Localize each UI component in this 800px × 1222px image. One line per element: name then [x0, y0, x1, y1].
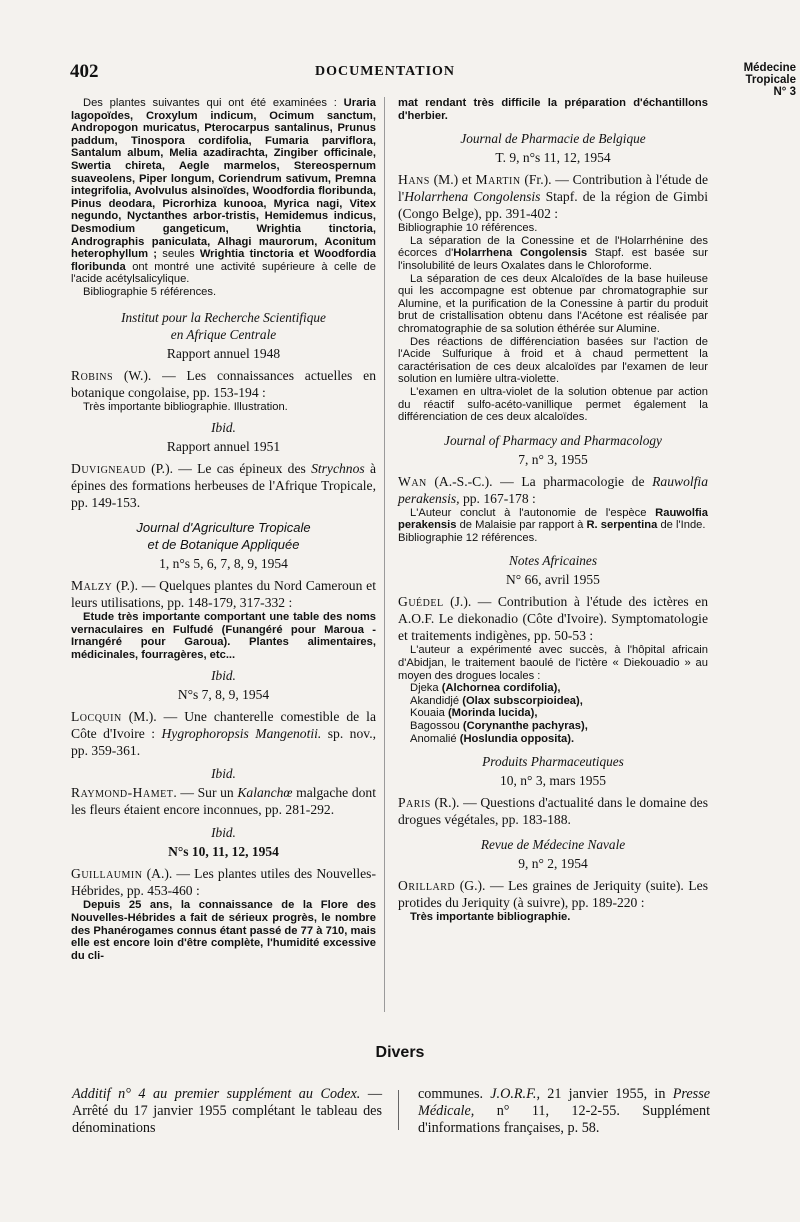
- drug-local: Djeka: [410, 682, 439, 695]
- citation-note: Très importante bibliographie.: [410, 911, 571, 924]
- continued-text: mat rendant très difficile la préparation d'échantillons d'herbier.: [398, 97, 708, 122]
- plant-list: Uraria lagopoïdes, Croxylum indicum, Ocimum sanctum, Andropogon muricatus, Pterocarpus santalinus, Prunus paddum, Tinospora cordifolia, Fumaria parviflora, Santalum album, Melia azadirachta, Zingiber officinale, Swertia chireta, Aegle marmelos, Stereospernum suaveolens, Piper longum, Coriendrum sativum, Premna integrifolia, Avolvulus alsinoïdes, Woodfordia floribunda, Pinus deodara, Picrorhiza kunooa, Myrica nagi, Vitex negundo, Nyctanthes arbor-tristis, Hemidemus indicus, Desmodium gangeticum, Wrightia tinctoria, Andrographis paniculata, Alhagi maurorum, Aconitum heterophyllum ;: [71, 97, 376, 261]
- drug-latin: (Corynanthe pachyras),: [462, 720, 588, 733]
- left-column: [71, 97, 376, 962]
- drug-latin: (Morinda lucida),: [447, 707, 538, 720]
- right-column: [398, 97, 708, 924]
- citation-note: Depuis 25 ans, la connaissance de la Flore des Nouvelles-Hébrides a fait de sérieux progrès, le nombre des Phanérogames connus étant passé de 77 à 710, mais elle est encore loin d'être complète, l'humidité excessive du cli-: [71, 899, 376, 962]
- note-text: de l'Inde.: [660, 519, 706, 532]
- running-title: DOCUMENTATION: [315, 64, 456, 79]
- citation: [398, 794, 708, 828]
- drug-latin: (Hoslundia opposita).: [459, 732, 575, 745]
- drug-list: [398, 682, 708, 745]
- note-text: L'Auteur conclut à l'autonomie de l'espèce: [410, 506, 647, 519]
- journal-title-line: en Afrique Centrale: [170, 326, 277, 342]
- citation-text: sp. nov., pp. 359-361.: [71, 726, 376, 759]
- note-bold: Holarrhena Congolensis: [453, 247, 588, 260]
- citation-italic: Holarrhena Congolensis: [404, 189, 541, 205]
- journal-issue: Rapport annuel 1951: [166, 439, 281, 455]
- drug-item: [410, 720, 708, 733]
- citation-author: Duvigneaud: [71, 461, 146, 477]
- divers-text: 21 janvier 1955, in: [547, 1086, 666, 1102]
- journal-issue: 1, n°s 5, 6, 7, 8, 9, 1954: [159, 556, 288, 572]
- journal-tag-line2: Tropicale: [745, 74, 796, 86]
- drug-local: Kouaia: [410, 707, 445, 720]
- citation-text: Stapf. de la région de Gimbi (Congo Belge), pp. 391-402 :: [398, 189, 708, 222]
- citation-author: Orillard: [398, 878, 456, 894]
- citation-author: Guédel: [398, 594, 444, 610]
- note-bold: R. serpentina: [586, 519, 658, 532]
- citation-note: L'auteur a expérimenté avec succès, à l'hôpital africain d'Abidjan, le traitement baoulé de l'ictère « Diekouadio » au moyen des drogues locales :: [398, 644, 708, 682]
- divers-text: — Arrêté du 17 janvier 1955 complétant le tableau des dénominations: [72, 1086, 383, 1136]
- ibid: Ibid.: [211, 420, 236, 436]
- citation-note: [398, 507, 708, 532]
- citation: [71, 708, 376, 759]
- journal-title: Journal of Pharmacy and Pharmacology: [444, 432, 662, 448]
- citation-note: [398, 235, 708, 273]
- citation-author-2: Martin: [475, 172, 521, 188]
- citation-text: (W.). — Les connaissances actuelles en botanique congolaise, pp. 153-194 :: [71, 367, 376, 400]
- divers-italic: J.O.R.F.,: [490, 1086, 541, 1102]
- citation: [71, 367, 376, 401]
- journal-title-line: Institut pour la Recherche Scientifique: [121, 309, 326, 325]
- journal-title: Revue de Médecine Navale: [480, 837, 626, 853]
- citation-note: Etude très importante comportant une table des noms vernaculaires en Fulfudé (Funangéré pour Maroua - Irnangéré pour Garoua). Plantes alimentaires, médicinales, fourragères, etc...: [71, 611, 376, 661]
- bottom-divider: [398, 1090, 399, 1130]
- citation-text: pp. 167-178 :: [462, 490, 536, 506]
- journal-issue: N°s 10, 11, 12, 1954: [168, 844, 279, 860]
- drug-item: [410, 707, 708, 720]
- citation-text: . — Sur un: [173, 785, 234, 801]
- note-text: La séparation de la Conessine et de l'Holarrhénine des écorces d': [398, 234, 708, 260]
- divers-text: n° 11, 12-2-55. Supplément d'informations françaises, p. 58.: [418, 1103, 711, 1136]
- citation: [71, 577, 376, 611]
- intro-biblio: Bibliographie 5 références.: [83, 285, 217, 298]
- citation-text: (G.). — Les graines de Jeriquity (suite). Les protides du Jeriquity (à suivre), pp. 189-220 :: [398, 878, 708, 911]
- citation-author: Robins: [71, 367, 114, 383]
- page-number: 402: [70, 61, 99, 82]
- citation: [398, 877, 708, 911]
- citation-note: L'examen en ultra-violet de la solution obtenue par action du réactif sulfo-acéto-vanillique permet également la différenciation de ces deux alcaloïdes.: [398, 385, 708, 424]
- note-text: Stapf. est basée sur l'insolubilité de leurs Oxalates dans le Chloroforme.: [398, 247, 708, 272]
- citation-italic: Hygrophoropsis Mangenotii.: [161, 726, 322, 742]
- citation-italic: Kalanchœ: [237, 785, 293, 801]
- citation-italic: Rauwolfia perakensis,: [398, 473, 708, 506]
- drug-local: Anomalié: [410, 732, 457, 745]
- citation-author: Paris: [398, 795, 431, 811]
- citation-text: (P.). — Le cas épineux des: [151, 461, 306, 477]
- divers-italic: Additif n° 4 au premier supplément au Codex.: [72, 1086, 361, 1102]
- divers-right-text: [418, 1086, 710, 1137]
- divers-text: communes.: [418, 1086, 484, 1102]
- plant-list-2: Wrightia tinctoria et Woodfordia floribunda: [71, 248, 377, 273]
- citation-text: (R.). — Questions d'actualité dans le domaine des drogues végétales, pp. 183-188.: [398, 795, 708, 828]
- journal-tag: [744, 62, 796, 98]
- citation-author: Locquin: [71, 709, 122, 725]
- drug-local: Bagossou: [410, 720, 460, 733]
- journal-issue: 9, n° 2, 1954: [518, 856, 588, 872]
- citation-author: Raymond-Hamet: [71, 785, 174, 801]
- citation-author: Guillaumin: [71, 866, 143, 882]
- citation-note: Très importante bibliographie. Illustration.: [83, 400, 288, 413]
- citation: [71, 784, 376, 818]
- journal-title: [71, 309, 376, 343]
- ibid: Ibid.: [211, 668, 236, 684]
- intro-text: Des plantes suivantes qui ont été examinées :: [83, 97, 337, 109]
- citation: [398, 473, 708, 507]
- journal-title-line: et de Botanique Appliquée: [147, 537, 300, 553]
- divers-italic: Presse Médicale,: [418, 1086, 711, 1119]
- journal-title: Produits Pharmaceutiques: [482, 754, 624, 770]
- intro-paragraph: [71, 97, 376, 286]
- citation-text: (A.-S.-C.). — La pharmacologie de: [434, 473, 645, 489]
- ibid: Ibid.: [211, 766, 236, 782]
- citation-note: La séparation de ces deux Alcaloïdes de la base huileuse qui les accompagne est obtenue par chromatographie sur Alumine, et la purification de la Conessine à partir du produit brut de cristallisation obtenu dans l'Acétone est réalisée par chromatographie de sa solution éthérée sur Alumine.: [398, 272, 708, 335]
- journal-title-line: Journal d'Agriculture Tropicale: [136, 520, 311, 536]
- page-header: [70, 58, 800, 98]
- citation-text: (A.). — Les plantes utiles des Nouvelles-Hébrides, pp. 453-460 :: [71, 866, 376, 899]
- drug-item: [410, 695, 708, 708]
- journal-title: Notes Africaines: [508, 553, 598, 569]
- citation-note: Des réactions de différenciation basées sur l'action de l'Acide Sulfurique à froid et à chaud permettent la caractérisation de ces deux alcaloïdes par l'examen de leur solution en lumière ultra-violette.: [398, 335, 708, 386]
- column-divider: [384, 97, 385, 1012]
- note-bold: Rauwolfia perakensis: [398, 506, 709, 532]
- journal-issue: N°s 7, 8, 9, 1954: [177, 687, 270, 703]
- citation-author: Wan: [398, 473, 427, 489]
- citation-text: (M.) et: [433, 172, 472, 188]
- journal-title: [71, 519, 376, 553]
- intro-text-3: ont montré une activité supérieure à celle de l'acide acétylsalicylique.: [71, 260, 377, 286]
- drug-latin: (Alchornea cordifolia),: [441, 682, 561, 695]
- citation-text: (J.). — Contribution à l'étude des ictères en A.O.F. Le diekonadio (Côte d'Ivoire). Symptomatologie et traitements indigènes, pp. 50-53 :: [398, 594, 708, 644]
- journal-issue: 10, n° 3, mars 1955: [500, 773, 606, 789]
- note-text: de Malaisie par rapport à: [459, 519, 584, 532]
- citation: [398, 171, 708, 222]
- citation: [71, 460, 376, 511]
- ibid: Ibid.: [211, 825, 236, 841]
- divers-left-text: [72, 1086, 382, 1137]
- citation: [71, 865, 376, 899]
- citation: [398, 593, 708, 644]
- journal-issue: Rapport annuel 1948: [166, 345, 281, 361]
- journal-issue: N° 66, avril 1955: [506, 572, 600, 588]
- citation-biblio: Bibliographie 12 références.: [398, 531, 538, 544]
- citation-author: Malzy: [71, 578, 113, 594]
- journal-tag-line1: Médecine: [743, 62, 796, 74]
- journal-issue: T. 9, n°s 11, 12, 1954: [495, 150, 611, 166]
- journal-title: Journal de Pharmacie de Belgique: [460, 131, 646, 147]
- journal-issue: 7, n° 3, 1955: [518, 451, 588, 467]
- citation-text: (Fr.). — Contribution à l'étude de l': [398, 172, 708, 205]
- citation-text: (P.). — Quelques plantes du Nord Cameroun et leurs utilisations, pp. 148-179, 317-332 :: [71, 578, 376, 611]
- citation-text: (M.). — Une chanterelle comestible de la Côte d'Ivoire :: [71, 709, 376, 742]
- drug-item: [410, 733, 708, 746]
- citation-biblio: Bibliographie 10 références.: [398, 222, 538, 235]
- citation-italic: Strychnos: [311, 461, 365, 477]
- citation-text: malgache dont les fleurs étaient encore inconnues, pp. 281-292.: [71, 785, 377, 818]
- citation-text: à épines des formations herbeuses de l'Afrique Tropicale, pp. 149-153.: [71, 461, 377, 511]
- section-heading-divers: Divers: [375, 1044, 425, 1061]
- citation-author: Hans: [398, 172, 430, 188]
- drug-local: Akandidjé: [410, 694, 460, 707]
- journal-tag-line3: N° 3: [773, 86, 796, 98]
- drug-item: [410, 682, 708, 695]
- intro-text-2: seules: [162, 248, 195, 261]
- drug-latin: (Olax subscorpioidea),: [462, 694, 583, 707]
